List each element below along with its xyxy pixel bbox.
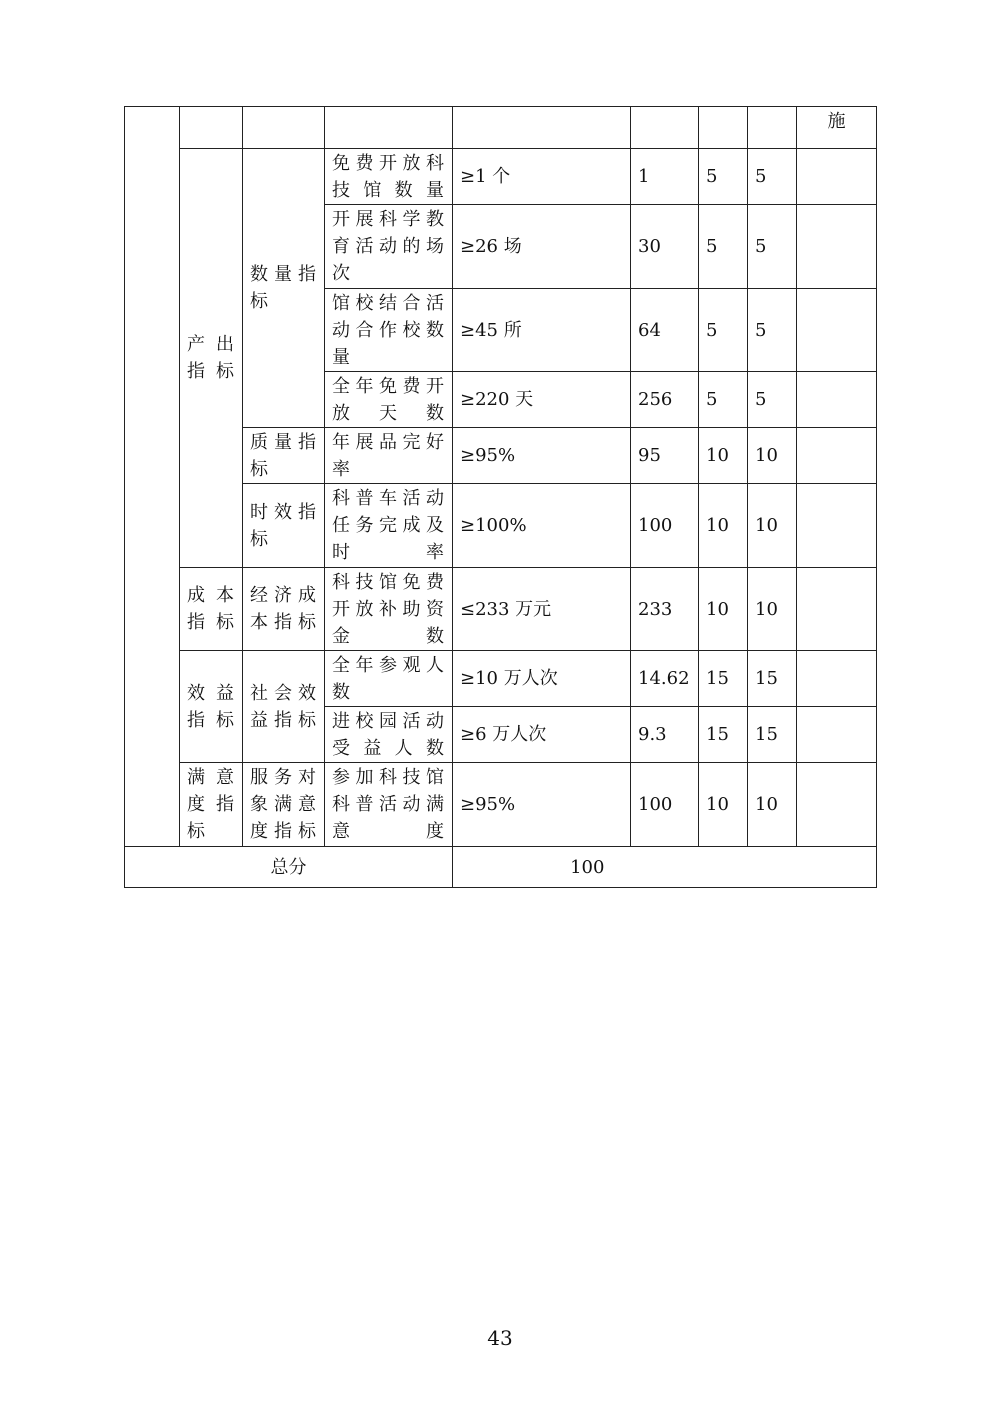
target-cell: ≥220 天 xyxy=(453,372,631,428)
target-cell: ≥1 个 xyxy=(453,149,631,205)
target-cell: ≤233 万元 xyxy=(453,568,631,651)
score-cell: 5 xyxy=(748,205,797,289)
level2-economic-cost: 经济成本指标 xyxy=(243,568,325,651)
level2-quantity: 数量指标 xyxy=(243,149,325,428)
indicator-cell: 科技馆免费开放补助资金数 xyxy=(325,568,453,651)
target-cell: ≥95% xyxy=(453,428,631,484)
table-row xyxy=(125,149,877,205)
actual-cell: 256 xyxy=(631,372,699,428)
note-cell xyxy=(797,651,877,707)
weight-cell: 10 xyxy=(699,568,748,651)
level1-cost: 成 本指标 xyxy=(180,568,243,651)
weight-cell: 15 xyxy=(699,651,748,707)
total-value: 100 xyxy=(453,847,699,888)
note-cell: 施 xyxy=(797,107,877,149)
score-cell: 5 xyxy=(748,289,797,372)
score-cell: 15 xyxy=(748,651,797,707)
weight-cell: 5 xyxy=(699,289,748,372)
note-cell xyxy=(797,763,877,847)
weight-cell: 10 xyxy=(699,428,748,484)
level2-social-benefit: 社会效益指标 xyxy=(243,651,325,763)
weight-cell: 10 xyxy=(699,763,748,847)
indicator-cell: 年展品完好率 xyxy=(325,428,453,484)
score-cell: 10 xyxy=(748,568,797,651)
table-row xyxy=(125,107,877,149)
indicator-cell: 科普车活动任务完成及时率 xyxy=(325,484,453,568)
score-cell: 10 xyxy=(748,484,797,568)
level1-satisfaction: 满 意度 指标 xyxy=(180,763,243,847)
actual-cell: 100 xyxy=(631,484,699,568)
weight-cell: 5 xyxy=(699,205,748,289)
actual-cell: 1 xyxy=(631,149,699,205)
note-cell xyxy=(797,707,877,763)
indicator-cell: 参加科技馆科普活动满意度 xyxy=(325,763,453,847)
indicator-cell: 免费开放科技馆数量 xyxy=(325,149,453,205)
indicator-cell: 馆校结合活动合作校数量 xyxy=(325,289,453,372)
note-cell xyxy=(797,289,877,372)
actual-cell: 30 xyxy=(631,205,699,289)
target-cell: ≥100% xyxy=(453,484,631,568)
weight-cell: 15 xyxy=(699,707,748,763)
level2-quality: 质量指标 xyxy=(243,428,325,484)
level1-benefit: 效 益指标 xyxy=(180,651,243,763)
score-cell: 5 xyxy=(748,149,797,205)
note-cell xyxy=(797,428,877,484)
table-row xyxy=(125,568,877,651)
indicator-cell: 全年免费开放天数 xyxy=(325,372,453,428)
note-cell xyxy=(797,149,877,205)
level1-output: 产 出指标 xyxy=(180,149,243,568)
score-cell: 5 xyxy=(748,372,797,428)
table-row xyxy=(125,763,877,847)
score-cell: 10 xyxy=(748,428,797,484)
target-cell: ≥6 万人次 xyxy=(453,707,631,763)
note-cell xyxy=(797,372,877,428)
actual-cell: 64 xyxy=(631,289,699,372)
level2-service-satisfaction: 服务对象满意度指标 xyxy=(243,763,325,847)
total-label: 总分 xyxy=(125,847,453,888)
target-cell: ≥26 场 xyxy=(453,205,631,289)
indicator-cell: 全年参观人数 xyxy=(325,651,453,707)
level2-timeliness: 时效指标 xyxy=(243,484,325,568)
actual-cell: 9.3 xyxy=(631,707,699,763)
actual-cell: 233 xyxy=(631,568,699,651)
note-cell xyxy=(797,484,877,568)
weight-cell: 5 xyxy=(699,149,748,205)
indicator-cell: 进校园活动受益人数 xyxy=(325,707,453,763)
score-cell: 10 xyxy=(748,763,797,847)
table-row xyxy=(125,651,877,707)
actual-cell: 14.62 xyxy=(631,651,699,707)
note-cell xyxy=(797,205,877,289)
actual-cell: 95 xyxy=(631,428,699,484)
weight-cell: 10 xyxy=(699,484,748,568)
page-number: 43 xyxy=(487,1326,513,1350)
actual-cell: 100 xyxy=(631,763,699,847)
weight-cell: 5 xyxy=(699,372,748,428)
note-cell xyxy=(797,568,877,651)
performance-indicator-table xyxy=(124,106,877,888)
indicator-cell: 开展科学教育活动的场次 xyxy=(325,205,453,289)
target-cell: ≥10 万人次 xyxy=(453,651,631,707)
target-cell: ≥95% xyxy=(453,763,631,847)
total-row xyxy=(125,847,877,888)
score-cell: 15 xyxy=(748,707,797,763)
first-level-column-continuation xyxy=(125,107,180,847)
target-cell: ≥45 所 xyxy=(453,289,631,372)
